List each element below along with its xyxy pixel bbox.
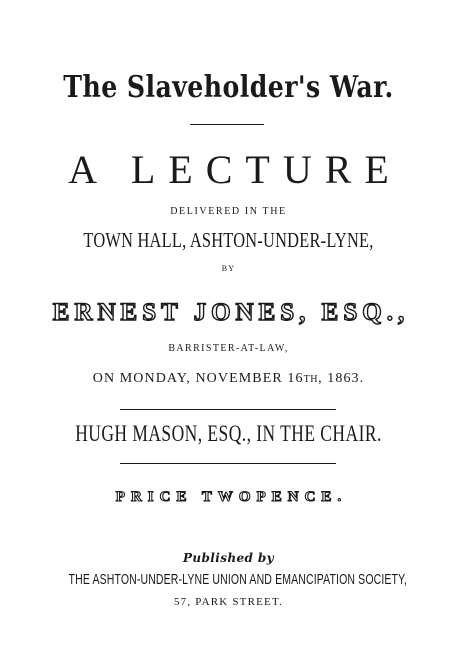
date-prefix: ON MONDAY, NOVEMBER 16 [92,371,304,386]
date-suffix: , 1863. [318,371,365,386]
author-title: BARRISTER-AT-LAW, [168,343,289,354]
publisher-address: 57, PARK STREET. [173,596,284,608]
venue-line: TOWN HALL, ASHTON-UNDER-LYNE, [83,228,374,252]
lecture-heading: A LECTURE [68,147,402,192]
author-name: ERNEST JONES, ESQ., [52,299,410,326]
chair-line: HUGH MASON, ESQ., IN THE CHAIR. [75,421,382,446]
by-line: BY [221,264,236,273]
publisher-name: THE ASHTON-UNDER-LYNE UNION AND EMANCIPATION SOCIETY, [68,571,407,588]
title-rule [190,124,264,125]
chair-rule-bottom [120,463,336,464]
lecture-date [0,371,457,387]
published-by: Published by [182,551,275,565]
chair-rule-top [120,409,336,410]
price-line: PRICE TWOPENCE. [115,489,348,505]
date-ordinal: TH [303,374,319,385]
delivered-line: DELIVERED IN THE [170,206,287,217]
pamphlet-title: The Slaveholder's War. [63,70,394,105]
